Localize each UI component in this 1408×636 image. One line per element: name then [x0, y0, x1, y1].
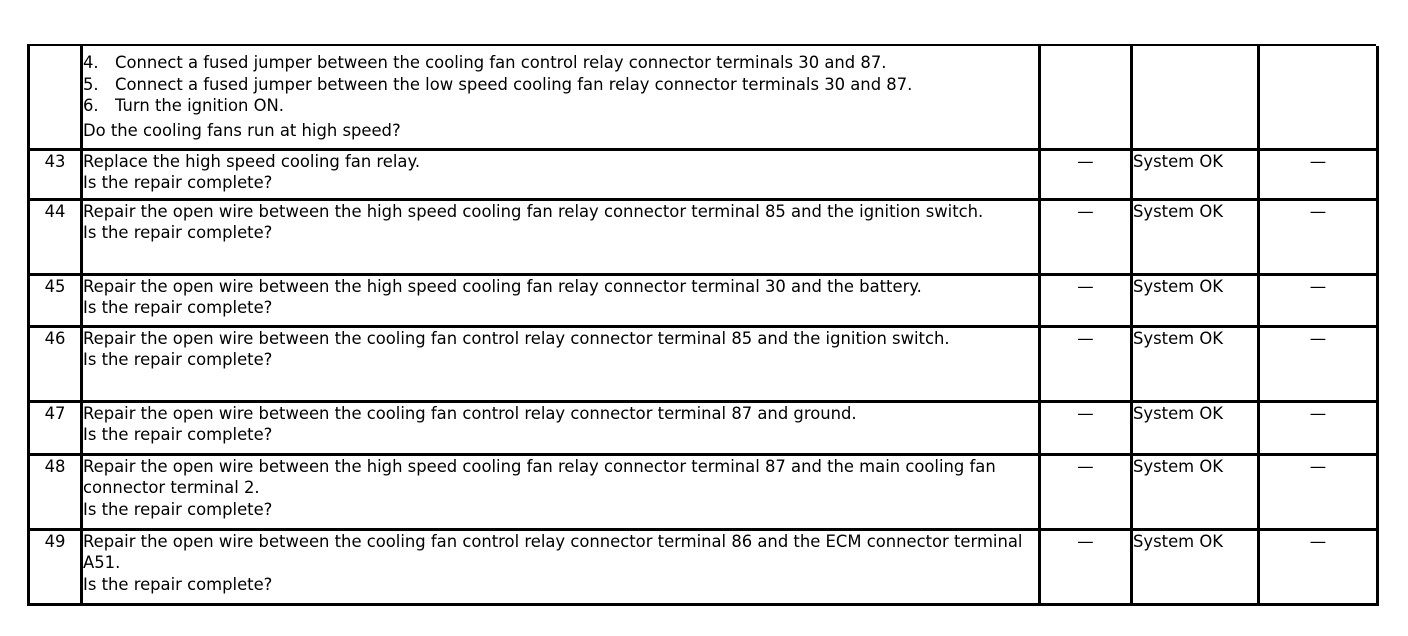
table-row	[29, 149, 1378, 199]
substep: 4. Connect a fused jumper between the cooling fan control relay connector terminals 30 and 87.	[83, 53, 887, 72]
action-cell	[82, 326, 1040, 401]
action-text: Repair the open wire between the high speed cooling fan relay connector terminal 87 and the main cooling fan connector terminal 2.	[83, 456, 996, 497]
action-text: Repair the open wire between the cooling fan control relay connector terminal 87 and ground.	[83, 403, 857, 423]
yes-cell: System OK	[1132, 199, 1259, 274]
value-cell: —	[1040, 149, 1132, 199]
value-cell: —	[1040, 529, 1132, 604]
action-cell	[82, 46, 1040, 149]
action-cell	[82, 199, 1040, 274]
step-cell: 43	[29, 149, 82, 199]
action-text: Repair the open wire between the cooling fan control relay connector terminal 85 and the ignition switch.	[83, 328, 950, 348]
question-text: Is the repair complete?	[83, 425, 273, 444]
yes-cell: System OK	[1132, 529, 1259, 604]
value-cell	[1040, 46, 1132, 149]
action-text: Repair the open wire between the cooling fan control relay connector terminal 86 and the ECM connector terminal A51.	[83, 531, 1023, 572]
yes-cell: System OK	[1132, 274, 1259, 326]
substep: 5. Connect a fused jumper between the low speed cooling fan relay connector terminals 30 and 87.	[83, 74, 913, 94]
step-cell: 47	[29, 401, 82, 454]
no-cell: —	[1259, 401, 1378, 454]
no-cell	[1259, 46, 1378, 149]
question-text: Is the repair complete?	[83, 223, 273, 242]
no-cell: —	[1259, 199, 1378, 274]
question-text: Is the repair complete?	[83, 574, 273, 594]
question-text: Do the cooling fans run at high speed?	[83, 120, 401, 140]
step-cell: 44	[29, 199, 82, 274]
question-text: Is the repair complete?	[83, 499, 273, 519]
step-cell: 48	[29, 454, 82, 529]
yes-cell: System OK	[1132, 149, 1259, 199]
substep: 6. Turn the ignition ON.	[83, 96, 284, 115]
step-cell: 45	[29, 274, 82, 326]
yes-cell: System OK	[1132, 454, 1259, 529]
question-text: Is the repair complete?	[83, 350, 273, 369]
yes-cell	[1132, 46, 1259, 149]
action-text: Repair the open wire between the high speed cooling fan relay connector terminal 85 and the ignition switch.	[83, 201, 984, 221]
question-text: Is the repair complete?	[83, 173, 273, 192]
value-cell: —	[1040, 326, 1132, 401]
no-cell: —	[1259, 149, 1378, 199]
table-row	[29, 199, 1378, 274]
table-row	[29, 401, 1378, 454]
no-cell: —	[1259, 274, 1378, 326]
action-text: Replace the high speed cooling fan relay.	[83, 151, 421, 171]
value-cell: —	[1040, 274, 1132, 326]
table-row	[29, 274, 1378, 326]
value-cell: —	[1040, 199, 1132, 274]
action-cell	[82, 454, 1040, 529]
step-cell: 46	[29, 326, 82, 401]
table-row	[29, 326, 1378, 401]
no-cell: —	[1259, 454, 1378, 529]
action-cell	[82, 401, 1040, 454]
value-cell: —	[1040, 454, 1132, 529]
diagnostic-table	[27, 46, 1379, 606]
action-cell	[82, 274, 1040, 326]
table-row	[29, 454, 1378, 529]
action-cell	[82, 149, 1040, 199]
table-row	[29, 529, 1378, 604]
yes-cell: System OK	[1132, 401, 1259, 454]
value-cell: —	[1040, 401, 1132, 454]
action-text: Repair the open wire between the high speed cooling fan relay connector terminal 30 and the battery.	[83, 276, 922, 296]
no-cell: —	[1259, 529, 1378, 604]
step-cell: 49	[29, 529, 82, 604]
yes-cell: System OK	[1132, 326, 1259, 401]
step-cell	[29, 46, 82, 149]
question-text: Is the repair complete?	[83, 298, 273, 317]
no-cell: —	[1259, 326, 1378, 401]
table-row	[29, 46, 1378, 149]
action-cell	[82, 529, 1040, 604]
